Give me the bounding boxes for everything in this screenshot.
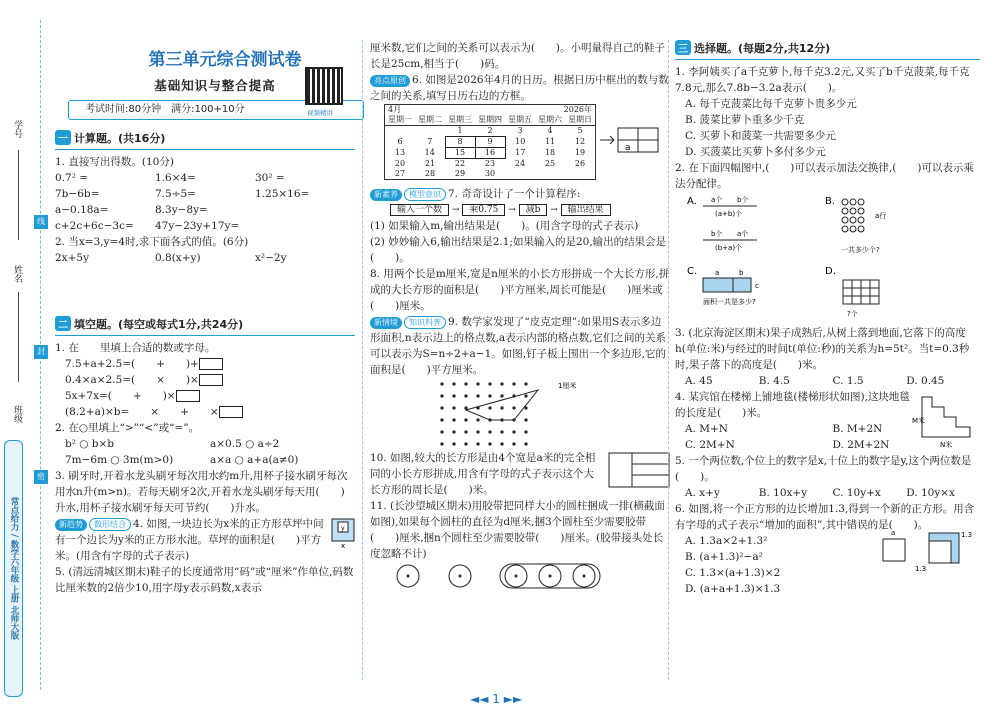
calendar-weekday: 星期日 [565, 115, 596, 126]
calendar-day: 27 [394, 169, 406, 178]
calendar-day: 22 [454, 159, 466, 168]
calendar-day: 6 [397, 137, 403, 146]
peg-dot [464, 442, 467, 445]
figure-d-cube [861, 296, 870, 304]
calendar-day: 16 [475, 148, 505, 159]
calendar-day [535, 169, 565, 180]
calendar-day: 7 [427, 137, 433, 146]
peg-dot [452, 430, 455, 433]
calendar-table: 4月 2026年 星期一 星期二 星期三 星期四 星期五 星期六 星期日 1 2 3 4 5 6 7 8 9 10 11 12 13 14 15 16 17 18 19 20 21 22 23 24 25 26 27 28 29 30 [384, 104, 596, 180]
calendar-day: 11 [544, 137, 556, 146]
svg-text:1厘米: 1厘米 [558, 382, 577, 390]
peg-dot [464, 406, 467, 409]
svg-text:N米: N米 [940, 441, 953, 449]
calendar-day: 3 [517, 126, 523, 136]
figure-b-dot [842, 226, 848, 232]
svg-text:A.: A. [687, 196, 697, 207]
peg-dot [476, 394, 479, 397]
s2-q4: 新趋势 数形结合 4. 如图,一块边长为x米的正方形草坪中间有一个边长为y米的正方形水池。草坪的面积是( )平方米。(用含有字母的式子表示) y x [55, 516, 355, 564]
calendar-weekday: 星期四 [475, 115, 505, 126]
figure-b-dot [858, 226, 864, 232]
column-3 [675, 40, 980, 597]
svg-text:a行: a行 [875, 212, 887, 220]
s1-row2: 7b−6b= 7.5÷5= 1.25×16= [55, 188, 310, 200]
s3-q4: 4. 某宾馆在楼梯上铺地毯(楼梯形状如图),这块地毯的长度是( )米。 M米 N米 [675, 389, 980, 421]
s2-q2: 2. 在○里填上“>”“<”或“=”。 [55, 422, 200, 434]
s1-row3: a−0.18a= 8.3y−8y= [55, 204, 208, 216]
calendar-day: 30 [484, 169, 496, 178]
svg-text:a个: a个 [711, 196, 723, 204]
svg-text:a个: a个 [737, 230, 749, 238]
cut-mark-secret: 密 [34, 470, 48, 484]
calendar-day: 5 [577, 126, 583, 136]
figure-d-cube [852, 296, 861, 304]
figure-d-cube [843, 296, 852, 304]
cut-mark-seal: 封 [34, 345, 48, 359]
figure-d-cube [852, 280, 861, 288]
peg-dot [464, 394, 467, 397]
peg-dot [512, 430, 515, 433]
figure-d-cube [843, 288, 852, 296]
calendar-day: 10 [515, 137, 526, 146]
peg-dot [488, 418, 491, 421]
s3-q2: 2. 在下面四幅图中,( )可以表示加法交换律,( )可以表示乘法分配律。 [675, 162, 974, 190]
s3-q5-options: A. x+y B. 10x+y C. 10y+x D. 10y×x [685, 487, 955, 499]
test-info-bar: 考试时间:80分钟 满分:100+10分 [68, 100, 364, 120]
figure-d-cube [870, 280, 879, 288]
peg-dot [512, 382, 515, 385]
svg-text:(a+b)个: (a+b)个 [715, 210, 743, 218]
svg-text:a: a [715, 269, 720, 277]
calendar-day: 12 [574, 137, 586, 146]
peg-dot [524, 430, 527, 433]
test-title: 第三单元综合测试卷 [148, 50, 302, 70]
calendar-weekday: 星期五 [505, 115, 535, 126]
section-1-heading: 一 计算题。(共16分) [55, 130, 355, 146]
svg-text:x: x [341, 542, 346, 548]
s2-e2: 0.4×a×2.5=( × )× [55, 372, 355, 388]
test-subtitle: 基础知识与整合提高 [154, 78, 276, 93]
name-label: 姓名 [12, 265, 22, 283]
svg-text:C.: C. [687, 266, 698, 277]
s2-cmp-row2: 7m−6m ○ 3m(m>0) a×a ○ a+a(a≠0) [65, 454, 299, 466]
calendar-weekday: 星期三 [445, 115, 475, 126]
calendar-answer-boxes [600, 126, 670, 156]
calendar-day [565, 169, 596, 180]
s3-q1-d: D. 买菠菜比买萝卜多付多少元 [685, 146, 826, 158]
class-label: 班级 [12, 405, 22, 423]
figure-b-dot [842, 199, 848, 205]
staircase-figure [912, 393, 980, 449]
calendar-day: 23 [484, 159, 496, 168]
peg-dot [464, 430, 467, 433]
calendar-day: 29 [454, 169, 466, 178]
svg-text:y: y [341, 525, 345, 532]
svg-text:(b+a)个: (b+a)个 [715, 244, 743, 252]
svg-text:a: a [625, 143, 631, 153]
peg-dot [488, 406, 491, 409]
s2-q7: 新素养 模型意识 7. 奇奇设计了一个计算程序: [370, 186, 670, 202]
calendar-day [415, 126, 445, 137]
peg-dot [440, 418, 443, 421]
figure-b-dot [858, 199, 864, 205]
s2-cmp-row1: b² ○ b×b a×0.5 ○ a÷2 [65, 438, 280, 450]
calendar-figure [370, 104, 670, 186]
figure-b-dot [842, 217, 848, 223]
calendar-day: 24 [514, 158, 526, 168]
calendar-day: 1 [457, 126, 463, 135]
svg-text:?个: ?个 [847, 310, 858, 318]
s1-row1: 0.7² = 1.6×4= 30² = [55, 172, 285, 184]
peg-board-figure [370, 378, 670, 450]
svg-text:1.3: 1.3 [915, 565, 927, 573]
s1-row5: 2x+5y 0.8(x+y) x²−2y [55, 252, 287, 264]
page-number: ◄◄ 1 ►► [470, 692, 523, 706]
peg-dot [476, 442, 479, 445]
column-1 [55, 130, 355, 596]
calendar-day: 13 [394, 148, 406, 157]
svg-text:c: c [755, 282, 759, 290]
figure-d-cube [843, 280, 852, 288]
peg-dot [476, 418, 479, 421]
peg-dot [524, 382, 527, 385]
peg-dot [440, 382, 443, 385]
figure-d-cube [852, 288, 861, 296]
peg-dot [500, 382, 503, 385]
s3-q2-figures [675, 192, 980, 322]
calendar-day [505, 169, 535, 180]
s2-q11: 11. (长沙望城区期末)用胶带把同样大小的圆柱捆成一排(横截面如图),如果每个圆柱的直径为d厘米,捆3个圆柱至少需要胶带( )厘米,捆n个圆柱至少需要胶带( )厘米。(胶带接头处长度忽略不计) [370, 500, 665, 560]
peg-dot [440, 430, 443, 433]
s3-q1-b: B. 菠菜比萝卜重多少千克 [685, 114, 805, 126]
s2-q7b: (2) 妙妙输入6,输出结果是2.1;如果输入的是20,输出的结果会是( )。 [370, 236, 667, 264]
svg-text:M米: M米 [912, 417, 926, 425]
svg-text:B.: B. [825, 196, 836, 207]
figure-b-dot [850, 217, 856, 223]
s2-q5: 5. (清远清城区期末)鞋子的长度通常用“码”或“厘米”作单位,码数比厘米数的2倍少10,用字母y表示码数,x表示 [55, 566, 354, 594]
peg-dot [524, 442, 527, 445]
calendar-day: 8 [445, 137, 475, 148]
svg-text:b个: b个 [737, 196, 749, 204]
binding-margin [0, 0, 48, 711]
figure-d-cube [861, 280, 870, 288]
qr-label: 视频精讲 [307, 109, 333, 117]
cut-mark-line: 线 [34, 215, 48, 229]
calendar-day: 20 [394, 158, 406, 168]
peg-dot [440, 442, 443, 445]
peg-dot [452, 418, 455, 421]
figure-b-dot [850, 226, 856, 232]
s2-q9: 新情境 知识科普 9. 数学家发现了“皮克定理”:如果用S表示多边形面积,n表示边上的格点数,a表示内部的格点数,它们之间的关系可以表示为S=n÷2+a−1。如图,钉子板上围出一个多边形,它的面积是( )平方厘米。 [370, 316, 667, 376]
column-2 [370, 40, 670, 595]
calendar-day: 18 [544, 148, 556, 157]
peg-dot [452, 394, 455, 397]
s3-q5: 5. 一个两位数,个位上的数字是x,十位上的数字是y,这个两位数是( )。 [675, 455, 972, 483]
calendar-day: 14 [424, 148, 435, 157]
svg-text:一共多少个?: 一共多少个? [841, 246, 880, 254]
s3-q6-options: A. 1.3a×2+1.3² B. (a+1.3)²−a² C. 1.3×(a+1.3)×2 D. (a+a+1.3)×1.3 a 1.3 1.3 [675, 533, 980, 597]
peg-dot [500, 418, 503, 421]
peg-dot [500, 394, 503, 397]
peg-dot [524, 394, 527, 397]
figure-b-dot [850, 208, 856, 214]
s2-q8: 8. 用两个长是m厘米,宽是n厘米的小长方形拼成一个大长方形,拼成的大长方形的面积是( )平方厘米,周长可能是( )厘米或( )厘米。 [370, 268, 670, 312]
s3-q3-options: A. 45 B. 4.5 C. 1.5 D. 0.45 [685, 375, 945, 387]
peg-dot [464, 382, 467, 385]
peg-dot [512, 418, 515, 421]
figure-d-cube [870, 296, 879, 304]
rectangle-figure [608, 452, 670, 488]
peg-dot [512, 442, 515, 445]
peg-dot [500, 430, 503, 433]
peg-dot [476, 430, 479, 433]
s3-q6: 6. 如图,将一个正方形的边长增加1.3,得到一个新的正方形。用含有字母的式子表示“增加的面积”,其中错误的是( )。 [675, 503, 975, 531]
calendar-day: 2 [487, 126, 493, 135]
s2-e1: 7.5+a+2.5=( + )+ [55, 356, 355, 372]
book-side-tag: 常点给力 / 数学六年级 上册 北师大版 [4, 440, 23, 697]
s3-q1-c: C. 买萝卜和菠菜一共需要多少元 [685, 130, 836, 142]
peg-dot [440, 406, 443, 409]
peg-dot [524, 418, 527, 421]
s2-q3: 3. 刷牙时,开着水龙头刷牙每次用水约m升,用杯子接水刷牙每次用水n升(m>n)。若每天刷牙2次,开着水龙头刷牙每天用( )升水,用杯子接水刷牙每天可节约( )升水。 [55, 470, 348, 514]
cylinder-figure [370, 562, 670, 592]
calendar-day: 15 [445, 148, 475, 159]
svg-text:b: b [739, 269, 744, 277]
peg-dot [464, 418, 467, 421]
calendar-weekday: 星期二 [415, 115, 445, 126]
s2-e3: 5x+7x=( + )× [55, 388, 355, 404]
calendar-day: 19 [574, 148, 586, 157]
s2-q10: 10. 如图,较大的长方形是由4个宽是a米的完全相同的小长方形拼成,用含有字母的式子表示这个大长方形的周长是( )米。 [370, 450, 670, 498]
peg-dot [476, 406, 479, 409]
peg-dot [488, 430, 491, 433]
s3-q4-options-1: A. M+N B. M+2N [685, 423, 883, 435]
calendar-day: 25 [544, 158, 556, 168]
svg-text:1.3: 1.3 [961, 531, 973, 539]
svg-text:D.: D. [825, 266, 836, 277]
calendar-day: 17 [515, 148, 526, 157]
calendar-day: 28 [424, 169, 436, 178]
s2-q1: 1. 在 里填上合适的数或字母。 [55, 342, 216, 354]
s3-q4-options-2: C. 2M+N D. 2M+2N [685, 439, 890, 451]
peg-dot [488, 442, 491, 445]
figure-b-dot [850, 199, 856, 205]
svg-text:a: a [891, 529, 896, 537]
peg-dot [500, 406, 503, 409]
figure-b-dot [858, 208, 864, 214]
figure-d-cube [861, 288, 870, 296]
section-2-heading: 二 填空题。(每空或每式1分,共24分) [55, 316, 355, 332]
peg-dot [452, 442, 455, 445]
lawn-pool-figure [331, 518, 355, 548]
s3-q3: 3. (北京海淀区期末)果子成熟后,从树上落到地面,它落下的高度h(单位:米)与经过的时间t(单位:秒)的关系为h=5t²。当t=0.3秒时,果子落下的高度是( )米。 [675, 327, 970, 371]
calendar-day: 21 [424, 158, 436, 168]
peg-dot [452, 406, 455, 409]
calendar-weekday: 星期六 [535, 115, 565, 126]
calendar-day [385, 126, 416, 137]
calendar-day: 9 [475, 137, 505, 148]
peg-dot [488, 382, 491, 385]
s2-q5-cont: 厘米数,它们之间的关系可以表示为( )。小明量得自己的鞋子长是25cm,相当于( )码。 [370, 42, 666, 70]
peg-dot [500, 442, 503, 445]
peg-dot [512, 394, 515, 397]
calendar-day: 4 [547, 126, 553, 136]
s2-e4: (8.2+a)×b= × + × [55, 404, 355, 420]
peg-dot [524, 406, 527, 409]
figure-b-dot [858, 217, 864, 223]
calendar-weekday: 星期一 [385, 115, 416, 126]
program-flow: 输入一个数 → 乘0.75 → 减b → 输出结果 [370, 202, 670, 218]
svg-text:面积一共是多少?: 面积一共是多少? [703, 298, 756, 306]
peg-dot [452, 382, 455, 385]
s1-row4: c+2c+6c−3c= 47y−23y+17y= [55, 220, 240, 232]
s3-q1-a: A. 每千克菠菜比每千克萝卜贵多少元 [685, 98, 857, 110]
section-3-heading: 三 选择题。(每题2分,共12分) [675, 40, 980, 56]
s1-q1: 1. 直接写出得数。(10分) [55, 156, 174, 168]
peg-dot [512, 406, 515, 409]
s2-q7a: (1) 如果输入m,输出结果是( )。(用含字母的式子表示) [370, 220, 639, 232]
calendar-day: 26 [574, 158, 586, 168]
peg-dot [476, 382, 479, 385]
s1-q2: 2. 当x=3,y=4时,求下面各式的值。(6分) [55, 236, 249, 248]
svg-text:b个: b个 [711, 230, 723, 238]
s2-q6: 亮点原创 6. 如图是2026年4月的日历。根据日历中框出的数与数之间的关系,填写日历右边的方框。 [370, 74, 669, 102]
qr-code-icon[interactable] [305, 67, 343, 105]
figure-b-dot [842, 208, 848, 214]
square-growth-figure [875, 523, 975, 579]
peg-dot [488, 394, 491, 397]
student-no-label: 学号 [12, 120, 22, 138]
peg-dot [440, 394, 443, 397]
peg-board [370, 378, 670, 450]
figure-d-cube [870, 288, 879, 296]
s3-q1: 1. 李阿姨买了a千克萝卜,每千克3.2元,又买了b千克菠菜,每千克7.8元,那么7.8b−3.2a表示( )。 [675, 66, 970, 94]
